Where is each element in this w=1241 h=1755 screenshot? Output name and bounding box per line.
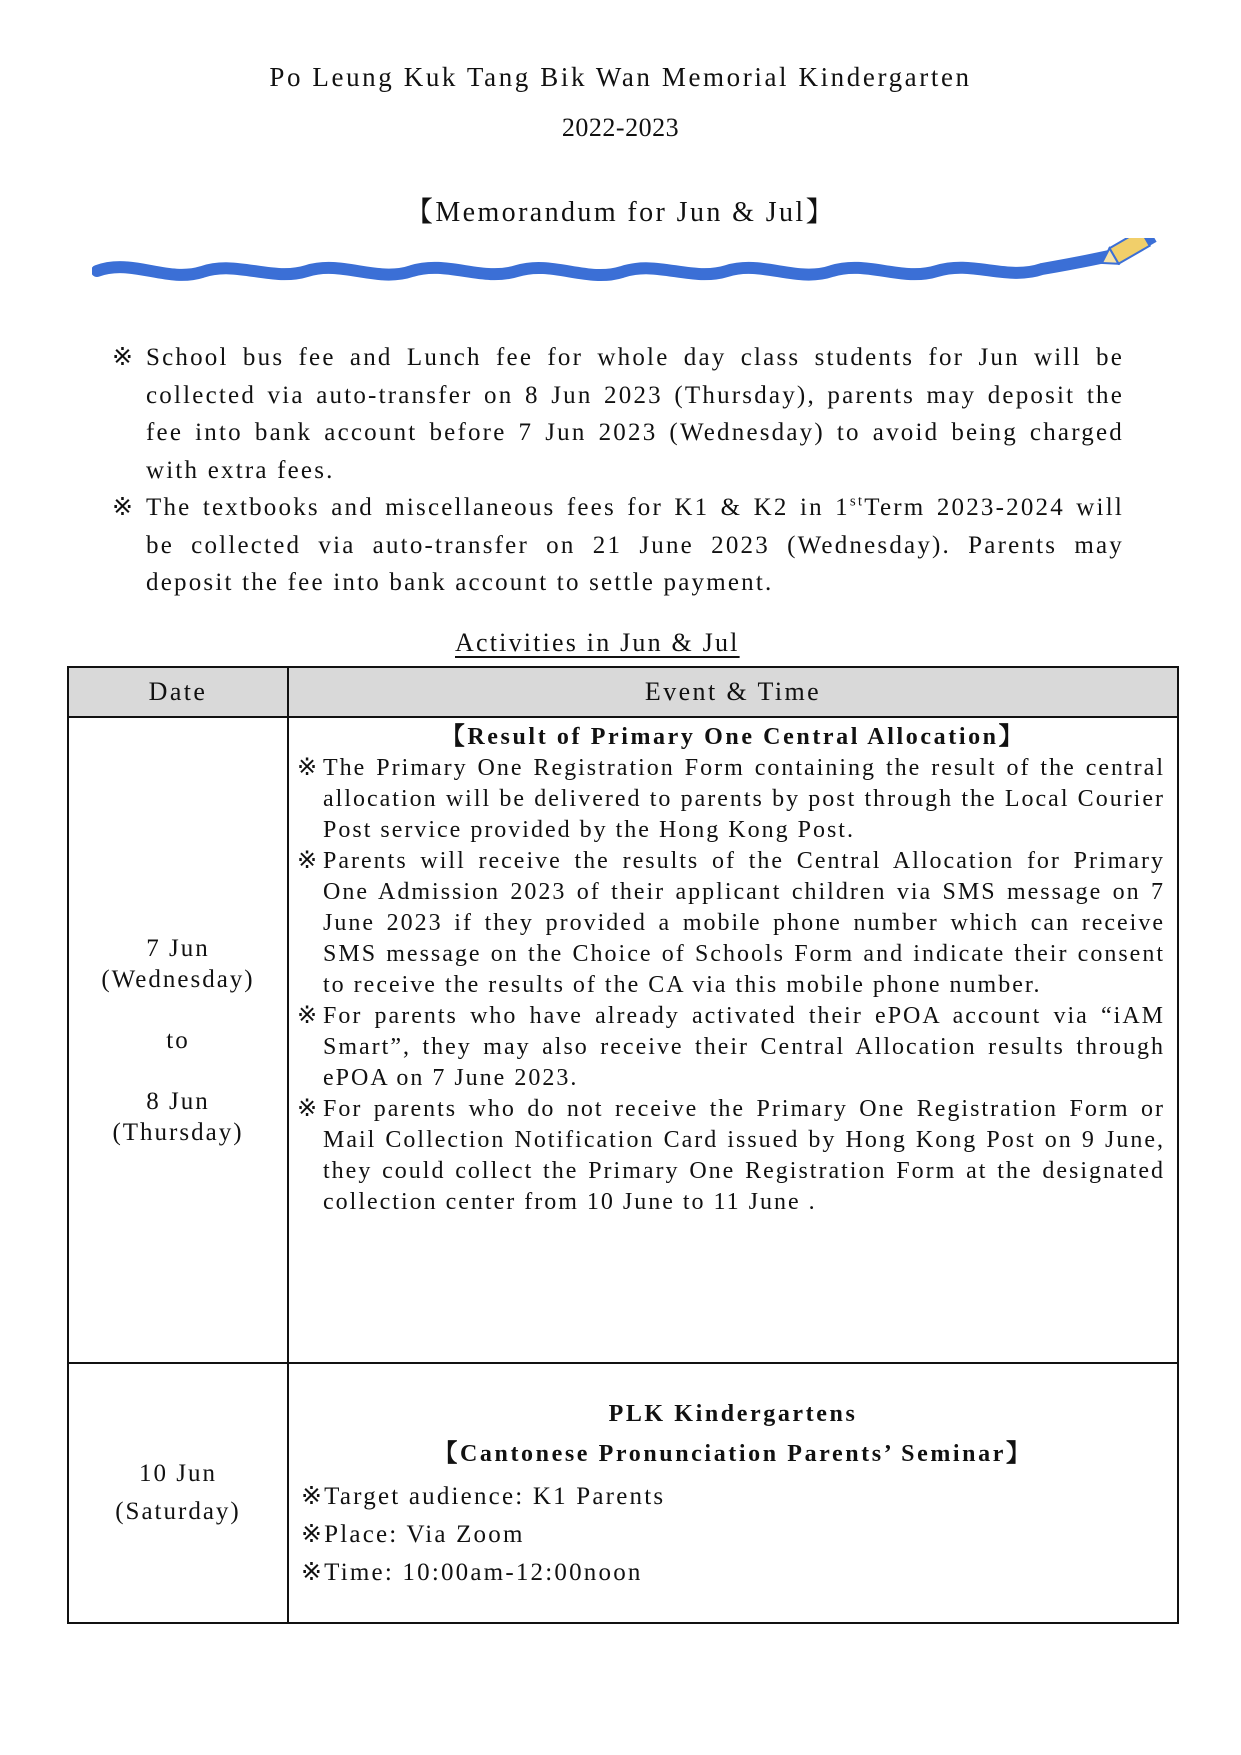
date-single-day: (Saturday) [115,1498,241,1525]
event-item [289,753,1177,846]
note-superscript: st [849,493,865,510]
reference-mark-icon: ※ [301,1559,325,1586]
seminar-audience-text: Target audience: K1 Parents [324,1483,666,1510]
date-start-day: (Wednesday) [101,965,255,993]
date-end: 8 Jun [146,1087,210,1115]
event-item-text: For parents who have already activated their ePOA account via “iAM Smart”, they may also receive their Central Allocation results through ePOA on 7 June 2023. [323,1003,1165,1091]
table-row [68,717,1178,1363]
date-single: 10 Jun [139,1460,217,1487]
wave-pencil-decoration [92,238,1192,298]
pencil-icon [1097,238,1156,271]
event-item-text: For parents who do not receive the Primary One Registration Form or Mail Collection Notification Card issued by Hong Kong Post on 9 June, they could collect the Primary One Registration Form at the designated collection center from 10 June to 11 June . [323,1096,1165,1215]
table-row [68,1363,1178,1623]
activities-table [67,666,1179,1624]
reference-mark-icon: ※ [301,1483,325,1510]
event-cell [288,1363,1178,1623]
seminar-time-text: Time: 10:00am-12:00noon [324,1559,643,1586]
reference-mark-icon: ※ [112,494,136,521]
event-heading: 【Result of Primary One Central Allocation】 [440,724,1026,750]
blue-wave-line [97,252,1127,275]
reference-mark-icon: ※ [297,755,320,781]
event-item [289,1094,1177,1218]
note-bus-lunch-fee [112,339,1124,489]
table-header-row [68,667,1178,717]
seminar-audience [289,1478,1177,1516]
date-end-day: (Thursday) [112,1118,244,1146]
date-cell [68,717,288,1363]
reference-mark-icon: ※ [112,344,136,371]
school-name: Po Leung Kuk Tang Bik Wan Memorial Kindergarten [269,62,972,92]
reference-mark-icon: ※ [297,1096,320,1122]
event-item-text: Parents will receive the results of the Central Allocation for Primary One Admission 2023 of their applicant children via SMS message on 7 June 2023 if they provided a mobile phone number which can receive SMS message on the Choice of Schools Form and indicate their consent to receive the results of the CA via this mobile phone number. [323,848,1165,998]
reference-mark-icon: ※ [297,848,320,874]
activities-title: Activities in Jun & Jul [455,628,740,657]
seminar-time [289,1554,1177,1592]
column-header-date: Date [68,667,288,717]
date-cell [68,1363,288,1623]
seminar-place [289,1516,1177,1554]
event-item [289,846,1177,1001]
reference-mark-icon: ※ [301,1521,325,1548]
date-to: to [166,1026,190,1054]
memo-title: 【Memorandum for Jun & Jul】 [404,197,837,228]
seminar-organizer: PLK Kindergartens [608,1401,858,1427]
column-header-event: Event & Time [288,667,1178,717]
school-year: 2022-2023 [561,113,680,142]
note-textbook-fee [112,489,1124,602]
note-text: The textbooks and miscellaneous fees for K1 & K2 in 1 [146,494,850,521]
note-text: Term 2023-2024 will be collected via auto-transfer on 21 June 2023 (Wednesday). Parents may deposit the fee into bank account to settle payment. [146,494,1124,596]
seminar-place-text: Place: Via Zoom [324,1521,525,1548]
reference-mark-icon: ※ [297,1003,320,1029]
date-start: 7 Jun [146,934,210,962]
event-item [289,1001,1177,1094]
event-cell [288,717,1178,1363]
seminar-title: 【Cantonese Pronunciation Parents’ Seminar】 [433,1441,1033,1467]
event-item-text: The Primary One Registration Form containing the result of the central allocation will be delivered to parents by post through the Local Courier Post service provided by the Hong Kong Post. [323,755,1165,843]
note-text: School bus fee and Lunch fee for whole day class students for Jun will be collected via auto-transfer on 8 Jun 2023 (Thursday), parents may deposit the fee into bank account before 7 Jun 2023 (Wednesday) to avoid being charged with extra fees. [146,344,1124,484]
fee-notes [112,339,1124,602]
